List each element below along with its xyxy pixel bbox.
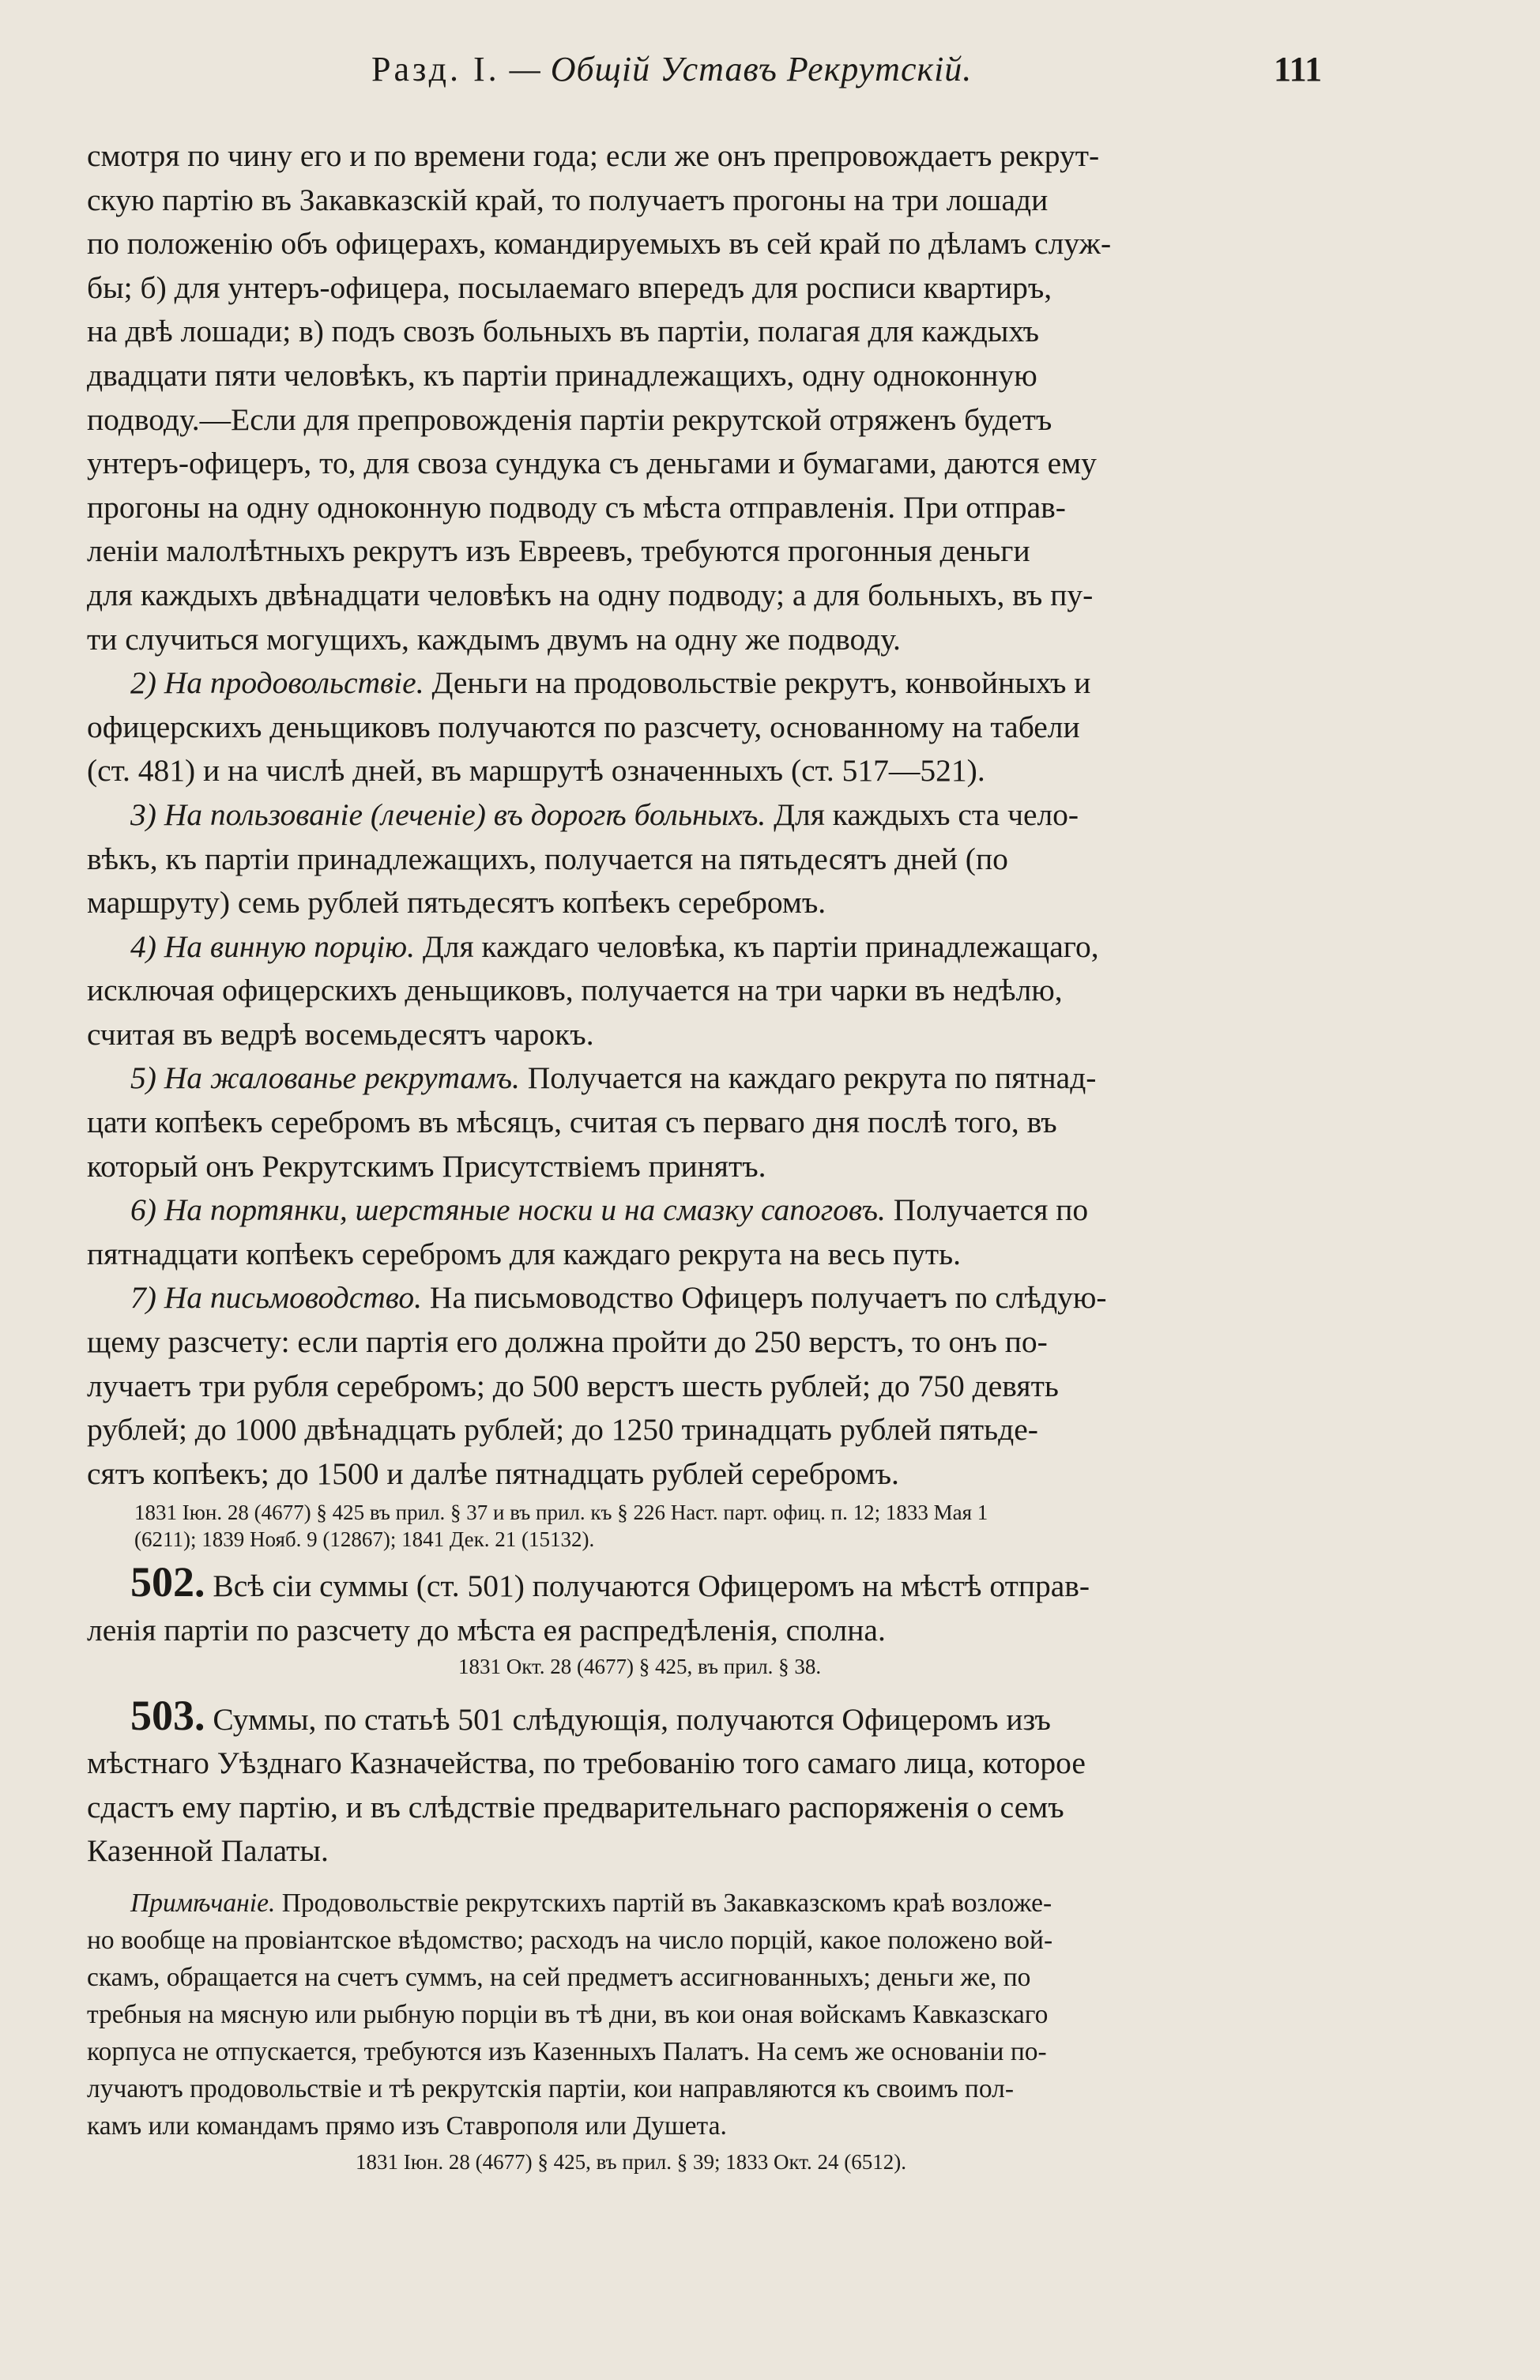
article-503-number: 503. bbox=[130, 1691, 205, 1739]
item-7-heading: 7) На письмоводство. bbox=[130, 1280, 423, 1316]
page-body bbox=[87, 134, 1361, 2176]
article-502-text: Всѣ сіи суммы (ст. 501) получаются Офицеромъ на мѣстѣ отправ- ленія партіи по разсчету до мѣста ея распредѣленія, сполна. bbox=[87, 1568, 1090, 1648]
page-header bbox=[0, 49, 1540, 96]
item-5-heading: 5) На жалованье рекрутамъ. bbox=[130, 1060, 520, 1096]
item-2-paragraph bbox=[87, 661, 1361, 793]
item-5-paragraph bbox=[87, 1056, 1361, 1188]
page-number: 111 bbox=[1274, 50, 1323, 88]
item-3-text: Для каждыхъ ста чело- вѣкъ, къ партіи принадлежащихъ, получается на пятьдесятъ дней (по маршруту) семь рублей пятьдесятъ копѣекъ серебромъ. bbox=[87, 796, 1079, 921]
item-4-paragraph bbox=[87, 925, 1361, 1057]
item-7-text: На письмоводство Офицеръ получаетъ по слѣдую- щему разсчету: если партія его должна пройти до 250 верстъ, то онъ по- лучаетъ три рубля серебромъ; до 500 верстъ шесть рублей; до 750 девять рублей; до 1000 двѣнадцать рублей; до 1250 тринадцать рублей пятьде- сятъ копѣекъ; до 1500 и далѣе пятнадцать рублей серебромъ. bbox=[87, 1280, 1107, 1491]
note-heading: Примѣчаніе. bbox=[130, 1888, 276, 1918]
article-503-text: Суммы, по статьѣ 501 слѣдующія, получаются Офицеромъ изъ мѣстнаго Уѣзднаго Казначейства, по требованію того самаго лица, которое сдастъ ему партію, и въ слѣдствіе предварительнаго распоряженія о семъ Казенной Палаты. bbox=[87, 1701, 1086, 1869]
item-3-heading: 3) На пользованіе (леченіе) въ дорогѣ больныхъ. bbox=[130, 796, 766, 832]
article-502-paragraph bbox=[87, 1558, 1361, 1652]
note-paragraph bbox=[87, 1885, 1361, 2145]
note-text: Продовольствіе рекрутскихъ партій въ Закавказскомъ краѣ возложе- но вообще на провіантское вѣдомство; расходъ на число порцій, какое положено вой- скамъ, обращается на счетъ суммъ, на сей предметъ ассигнованныхъ; деньги же, по требныя на мясную или рыбную порціи въ тѣ дни, въ кои оная войскамъ Кавказскаго корпуса не отпускается, требуются изъ Казенныхъ Палатъ. На семъ же основаніи по- лучаютъ продовольствіе и тѣ рекрутскія партіи, кои направляются къ своимъ пол- камъ или командамъ прямо изъ Ставрополя или Душета. bbox=[87, 1888, 1053, 2141]
item-5-text: Получается на каждаго рекрута по пятнад- цати копѣекъ серебромъ въ мѣсяцъ, считая съ перваго дня послѣ того, въ который онъ Рекрутскимъ Присутствіемъ принятъ. bbox=[87, 1060, 1097, 1184]
legal-citation-note: 1831 Іюн. 28 (4677) § 425, въ прил. § 39; 1833 Окт. 24 (6512). bbox=[356, 2149, 907, 2174]
item-2-heading: 2) На продовольствіе. bbox=[130, 665, 424, 701]
article-503-paragraph bbox=[87, 1691, 1361, 1873]
article-502-number: 502. bbox=[130, 1558, 205, 1606]
item-2-text: Деньги на продовольствіе рекрутъ, конвойныхъ и офицерскихъ деньщиковъ получаются по разсчету, основанному на табели (ст. 481) и на числѣ дней, въ маршрутѣ означенныхъ (ст. 517—521). bbox=[87, 665, 1091, 789]
legal-citation-501: 1831 Іюн. 28 (4677) § 425 въ прил. § 37 и въ прил. къ § 226 Наст. парт. офиц. п. 12; 1833 Мая 1 (6211); 1839 Нояб. 9 (12867); 1841 Дек. 21 (15132). bbox=[134, 1501, 988, 1552]
item-4-heading: 4) На винную порцію. bbox=[130, 928, 415, 964]
running-title: — Общій Уставъ Рекрутскій. bbox=[509, 50, 973, 88]
legal-citation-502: 1831 Окт. 28 (4677) § 425, въ прил. § 38. bbox=[458, 1654, 822, 1678]
item-3-paragraph bbox=[87, 793, 1361, 925]
section-label: Разд. I. bbox=[371, 50, 500, 88]
continuation-paragraph: смотря по чину его и по времени года; если же онъ препровождаетъ рекрут- скую партію въ Закавказскій край, то получаетъ прогоны на три лошади по положенію объ офицерахъ, командируемыхъ въ сей край по дѣламъ служ- бы; б) для унтеръ-офицера, посылаемаго впередъ для росписи квартиръ, на двѣ лошади; в) подъ свозъ больныхъ въ партіи, полагая для каждыхъ двадцати пяти человѣкъ, къ партіи принадлежащихъ, одну одноконную подводу.—Если для препровожденія партіи рекрутской отряженъ будетъ унтеръ-офицеръ, то, для своза сундука съ деньгами и бумагами, даются ему прогоны на одну одноконную подводу съ мѣста отправленія. При отправ- леніи малолѣтныхъ рекрутъ изъ Евреевъ, требуются прогонныя деньги для каждыхъ двѣнадцати человѣкъ на одну подводу; а для больныхъ, въ пу- ти случиться могущихъ, каждымъ двумъ на одну же подводу. bbox=[87, 138, 1112, 657]
item-6-heading: 6) На портянки, шерстяные носки и на смазку сапоговъ. bbox=[130, 1192, 886, 1228]
item-7-paragraph bbox=[87, 1276, 1361, 1496]
item-6-text: Получается по пятнадцати копѣекъ серебромъ для каждаго рекрута на весь путь. bbox=[87, 1192, 1089, 1271]
running-head bbox=[371, 49, 972, 89]
item-6-paragraph bbox=[87, 1188, 1361, 1276]
item-4-text: Для каждаго человѣка, къ партіи принадлежащаго, исключая офицерскихъ деньщиковъ, получается на три чарки въ недѣлю, считая въ ведрѣ восемьдесятъ чарокъ. bbox=[87, 928, 1099, 1052]
